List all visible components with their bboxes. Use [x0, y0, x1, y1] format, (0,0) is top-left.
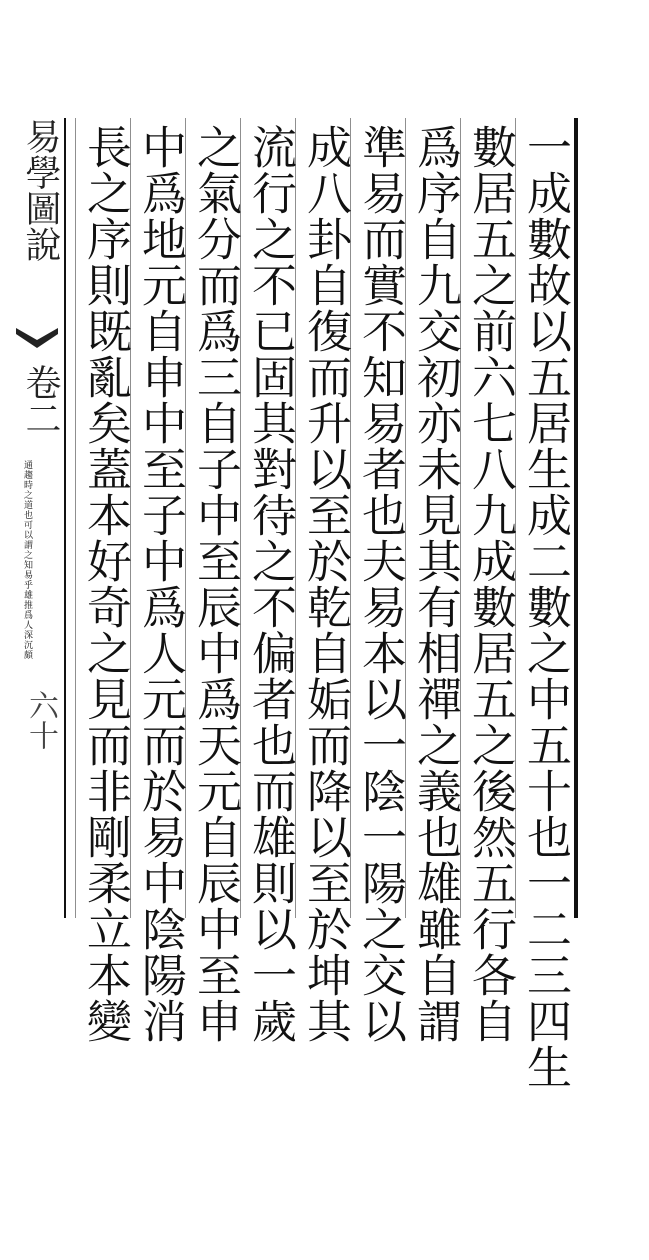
book-title: 易學圖說	[20, 118, 61, 262]
text-column-3: 爲序自九交初亦未見其有相禪之義也雄雖自謂	[409, 124, 462, 1044]
text-column-7: 之氣分而爲三自子中至辰中爲天元自辰中至申	[189, 124, 242, 1044]
text-column-1: 一成數故以五居生成二數之中五十也一二三四生	[519, 124, 572, 1090]
text-column-10: 通趨時之道也可以謂之知易乎雄推爲人深沉頗	[22, 460, 32, 660]
text-column-9: 長之序則既亂矣蓋本好奇之見而非剛柔立本變	[79, 124, 132, 1044]
fishtail-mark-icon	[10, 324, 64, 352]
juan-number: 卷二	[20, 364, 61, 436]
text-column-5: 成八卦自復而升以至於乾自姤而降以至於坤其	[299, 124, 352, 1044]
text-column-8: 中爲地元自申中至子中爲人元而於易中陰陽消	[134, 124, 187, 1044]
folio-number: 六十	[23, 690, 58, 750]
block-heart-margin	[10, 118, 64, 918]
text-column-4: 準易而實不知易者也夫易本以一陰一陽之交以	[354, 124, 407, 1044]
frame-rule-right	[574, 118, 578, 918]
text-column-2: 數居五之前六七八九成數居五之後然五行各自	[464, 124, 517, 1044]
frame-rule-left	[64, 118, 66, 918]
text-column-6: 流行之不已固其對待之不偏者也而雄則以一歲	[244, 124, 297, 1044]
